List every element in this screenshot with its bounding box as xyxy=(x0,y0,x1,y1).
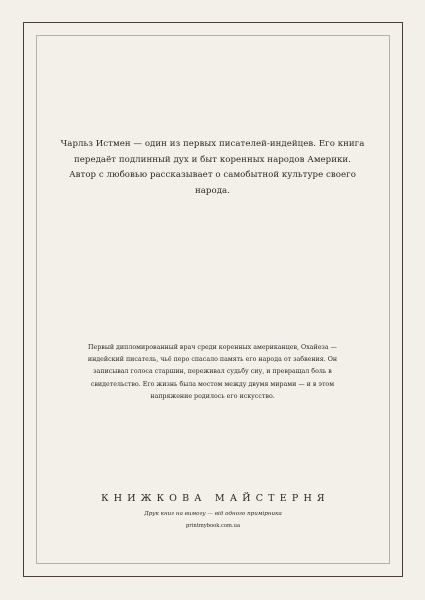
inner-frame-border xyxy=(36,35,390,564)
book-blurb: Чарльз Истмен — один из первых писателей-индейцев. Его книга передаёт подлинный дух и быт коренных народов Америки. Автор с любовью рассказывает о самобытной культуре своего народа. xyxy=(60,139,365,196)
publisher-url: printmybook.com.ua xyxy=(185,523,241,529)
publisher-name: КНИЖКОВА МАЙСТЕРНЯ xyxy=(101,493,330,504)
publisher-tagline: Друк книг на вимогу — від одного примірника xyxy=(144,511,282,517)
author-bio: Первый дипломированный врач среди коренных американцев, Охайеза — индейский писатель, чьё перо спасало память его народа от забвения. Он записывал голоса старшин, переживал судьбу сиу, и превращал боль в свидетельство. Его жизнь была мостом между двумя мирами — и в этом напряжение родилось его искусство. xyxy=(87,344,338,400)
